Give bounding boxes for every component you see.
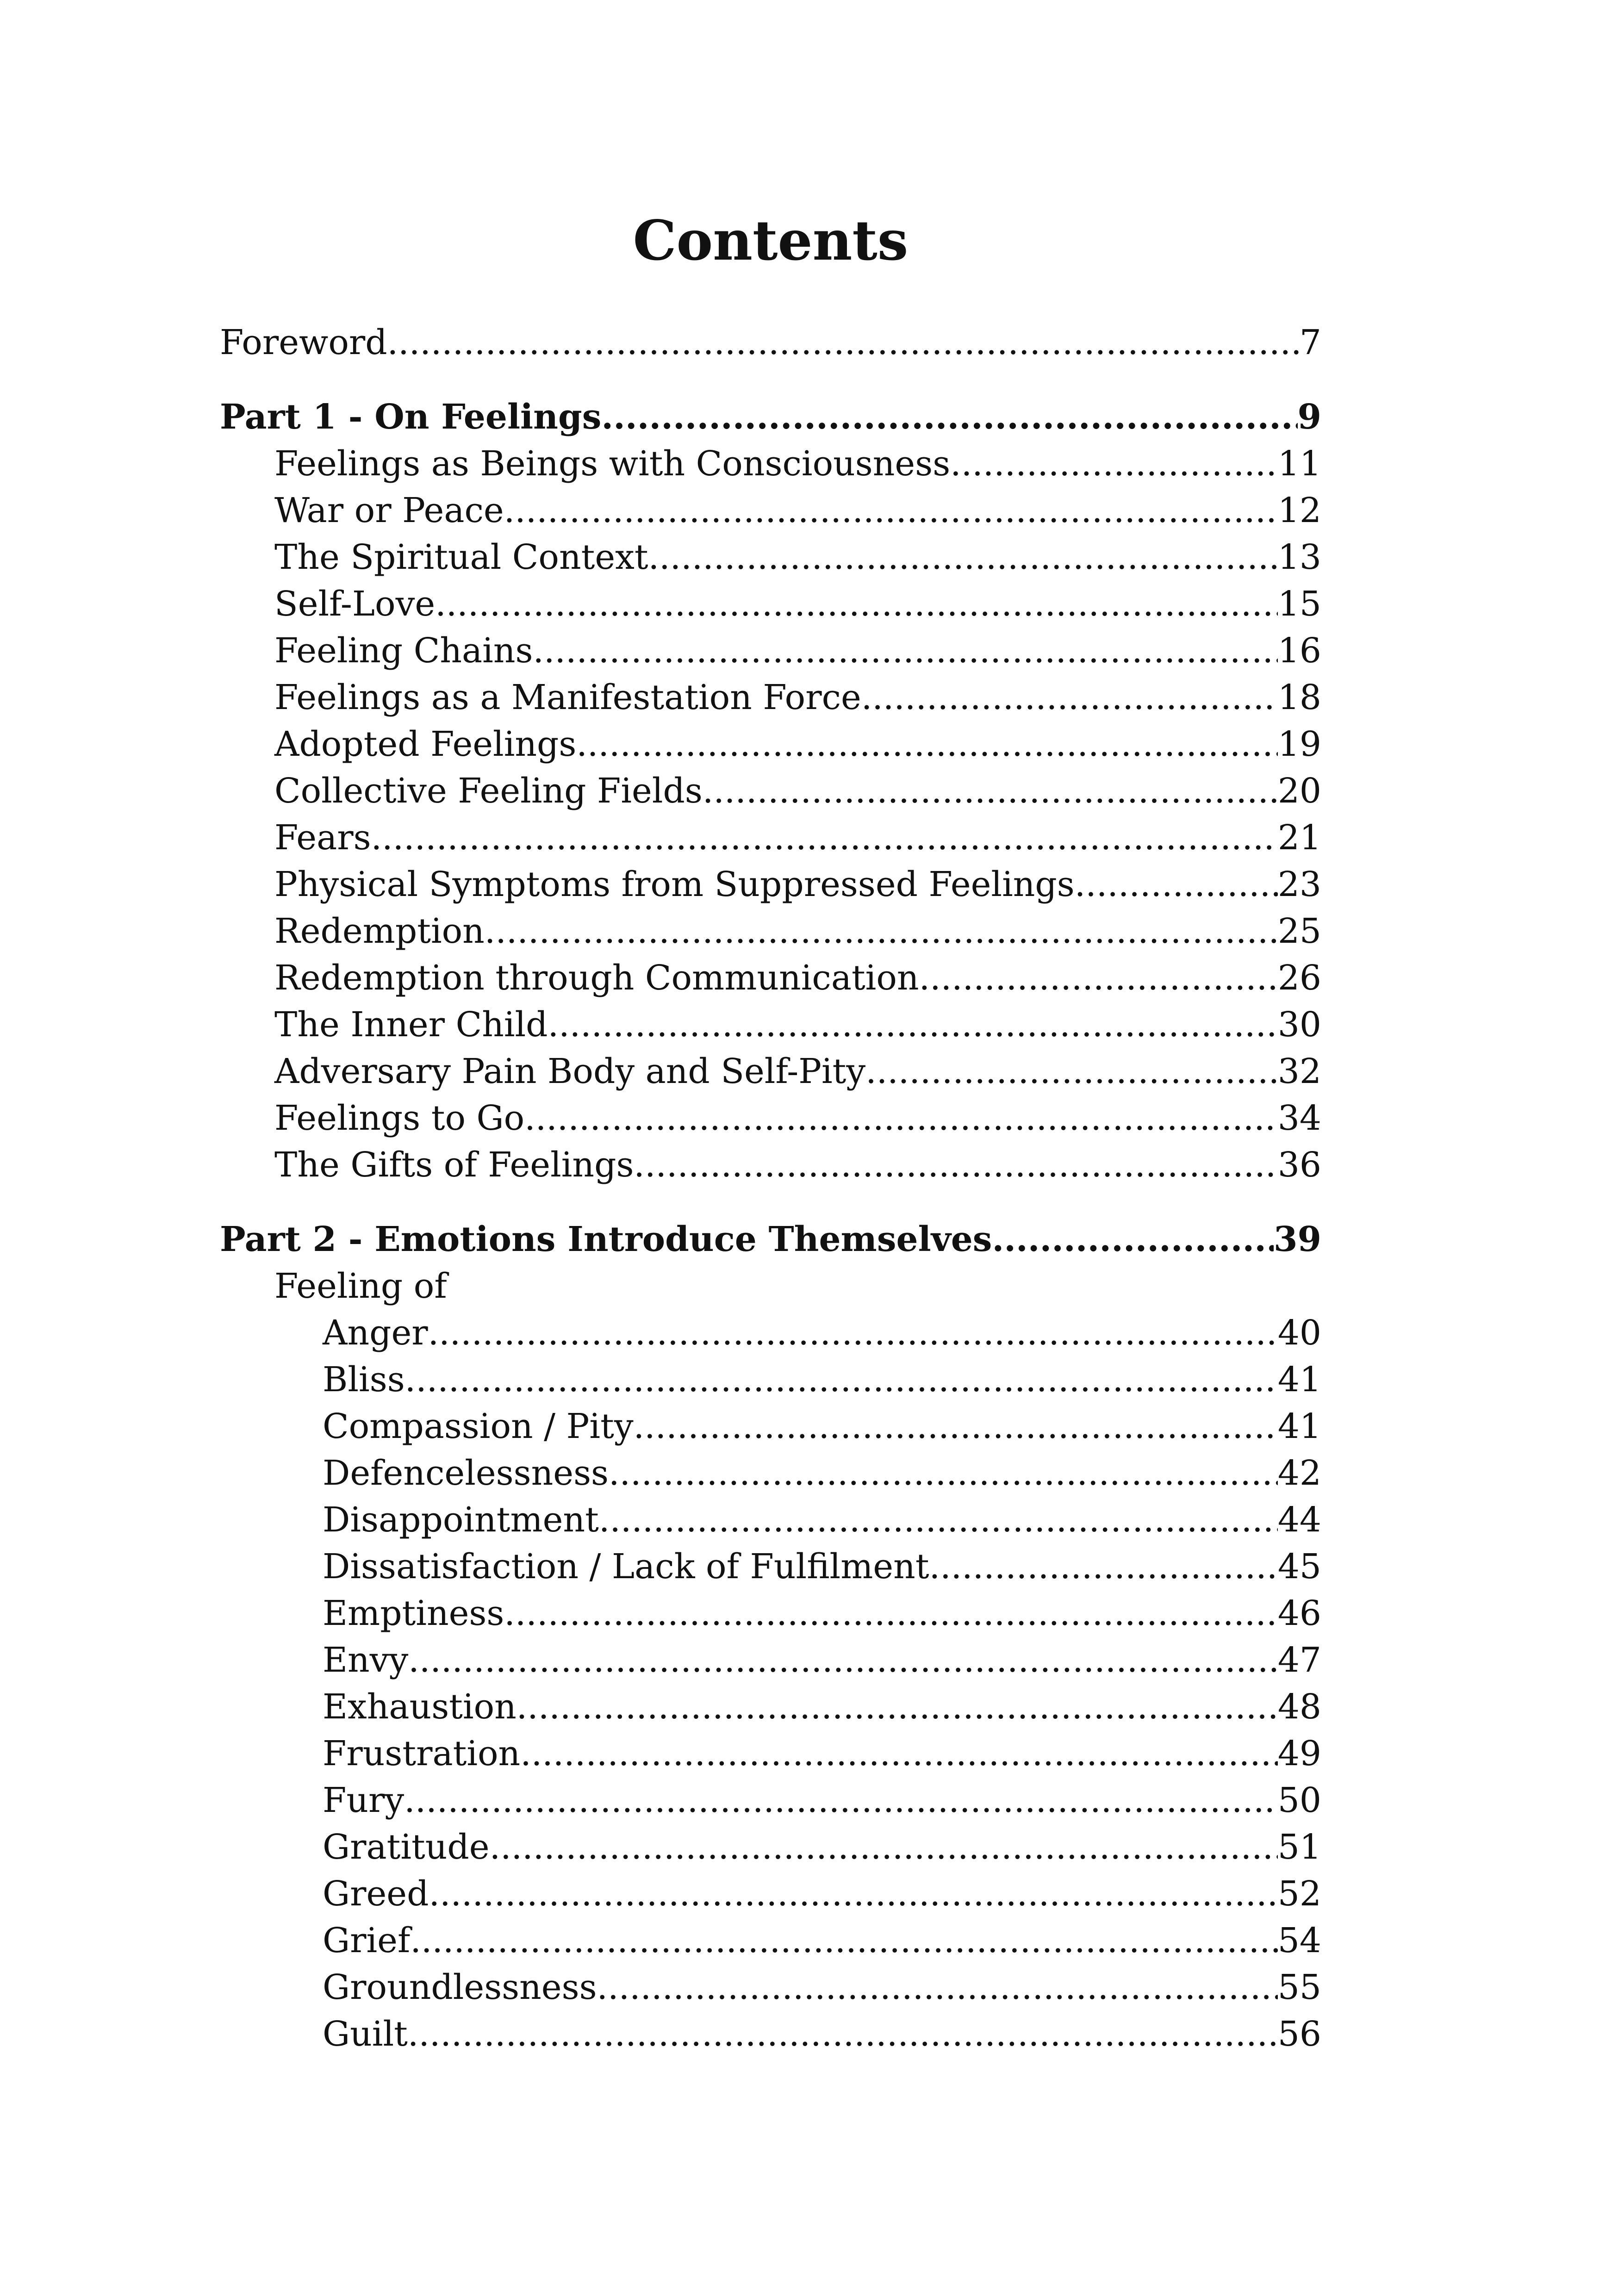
- toc-entry[interactable]: [220, 1824, 1321, 1871]
- toc-entry-label: Fury: [323, 1780, 404, 1820]
- toc-entry-label: Compassion / Pity: [323, 1406, 634, 1446]
- toc-entry-label: Foreword: [220, 323, 387, 362]
- toc-page-number: 46: [1277, 1593, 1321, 1633]
- dot-leader: [597, 1964, 1278, 2011]
- toc-entry-label: Feelings as Beings with Consciousness: [274, 444, 951, 484]
- page-title: Contents: [633, 208, 909, 273]
- dot-leader: [435, 581, 1278, 628]
- toc-page-number: 25: [1277, 911, 1321, 951]
- toc-part-label: Part 1 - On Feelings: [220, 397, 602, 437]
- dot-leader: [490, 1824, 1278, 1871]
- toc-entry-label: War or Peace: [274, 491, 504, 530]
- toc-entry[interactable]: [220, 674, 1321, 721]
- toc-entry-label: Emptiness: [323, 1593, 504, 1633]
- toc-entry-label: Defencelessness: [323, 1453, 609, 1493]
- dot-leader: [387, 319, 1300, 366]
- contents-page: [220, 204, 1321, 2058]
- toc-entry-label: Grief: [323, 1921, 411, 1960]
- toc-entry[interactable]: [220, 1403, 1321, 1450]
- dot-leader: [599, 1497, 1278, 1543]
- toc-page-number: 26: [1277, 958, 1321, 998]
- toc-entry[interactable]: [220, 1048, 1321, 1095]
- toc-page-number: 39: [1274, 1220, 1321, 1259]
- dot-leader: [648, 534, 1278, 581]
- dot-leader: [504, 1590, 1277, 1637]
- toc-page-number: 30: [1277, 1005, 1321, 1045]
- dot-leader: [428, 1310, 1278, 1356]
- toc-entry[interactable]: [220, 1871, 1321, 1917]
- dot-leader: [703, 768, 1278, 815]
- toc-entry-label: Anger: [323, 1313, 428, 1353]
- toc-entry[interactable]: [220, 487, 1321, 534]
- dot-leader: [429, 1871, 1277, 1917]
- toc-page-number: 32: [1277, 1052, 1321, 1091]
- toc-entry-foreword[interactable]: [220, 319, 1321, 366]
- dot-leader: [504, 487, 1278, 534]
- dot-leader: [919, 955, 1278, 1002]
- dot-leader: [576, 721, 1277, 768]
- dot-leader: [548, 1002, 1278, 1048]
- toc-entry[interactable]: [220, 1095, 1321, 1142]
- dot-leader: [1075, 861, 1278, 908]
- toc-page-number: 51: [1277, 1827, 1321, 1867]
- toc-entry-label: Self-Love: [274, 584, 436, 624]
- toc-page-number: 13: [1277, 537, 1321, 577]
- dot-leader: [405, 1356, 1278, 1403]
- toc-page-number: 15: [1277, 584, 1321, 624]
- toc-entry-label: Feeling Chains: [274, 631, 533, 671]
- toc-entry[interactable]: [220, 1356, 1321, 1403]
- toc-page-number: 41: [1277, 1360, 1321, 1400]
- toc-entry-label: Collective Feeling Fields: [274, 771, 703, 811]
- toc-page-number: 52: [1277, 1874, 1321, 1914]
- toc-entry[interactable]: [220, 534, 1321, 581]
- toc-entry-label: Redemption: [274, 911, 485, 951]
- dot-leader: [410, 1917, 1277, 1964]
- toc-entry[interactable]: [220, 1543, 1321, 1590]
- dot-leader: [609, 1450, 1278, 1497]
- toc-entry[interactable]: [220, 1310, 1321, 1356]
- toc-entry-label: Guilt: [323, 2014, 408, 2054]
- toc-entry[interactable]: [220, 861, 1321, 908]
- toc-entry[interactable]: [220, 955, 1321, 1002]
- toc-entry[interactable]: [220, 1590, 1321, 1637]
- toc-page-number: 7: [1299, 323, 1321, 362]
- toc-page-number: 40: [1277, 1313, 1321, 1353]
- toc-part-label: Part 2 - Emotions Introduce Themselves: [220, 1220, 992, 1259]
- toc-entry-label: Envy: [323, 1640, 409, 1680]
- toc-page-number: 41: [1277, 1406, 1321, 1446]
- toc-entry[interactable]: [220, 441, 1321, 487]
- toc-entry[interactable]: [220, 581, 1321, 628]
- toc-page-number: 49: [1277, 1734, 1321, 1773]
- toc-page-number: 23: [1277, 865, 1321, 904]
- dot-leader: [634, 1142, 1277, 1188]
- toc-page-number: 55: [1277, 1967, 1321, 2007]
- toc-entry[interactable]: [220, 1684, 1321, 1730]
- toc-entry-label: Bliss: [323, 1360, 405, 1400]
- toc-page-number: 20: [1277, 771, 1321, 811]
- toc-entry[interactable]: [220, 768, 1321, 815]
- toc-entry[interactable]: [220, 1964, 1321, 2011]
- toc-subheading: Feeling of: [274, 1266, 447, 1306]
- toc-page-number: 11: [1277, 444, 1321, 484]
- toc-entry[interactable]: [220, 908, 1321, 955]
- toc-entry-label: Greed: [323, 1874, 429, 1914]
- toc-entry[interactable]: [220, 1450, 1321, 1497]
- toc-page-number: 44: [1277, 1500, 1321, 1540]
- toc-entry-label: The Inner Child: [274, 1005, 548, 1045]
- toc-page-number: 12: [1277, 491, 1321, 530]
- dot-leader: [634, 1403, 1278, 1450]
- toc-entry-label: Fears: [274, 818, 371, 858]
- toc-entry-label: Redemption through Communication: [274, 958, 919, 998]
- dot-leader: [533, 628, 1277, 674]
- toc-entry-label: Adversary Pain Body and Self-Pity: [274, 1052, 866, 1091]
- toc-page-number: 48: [1277, 1687, 1321, 1727]
- toc-entry-part-2[interactable]: [220, 1216, 1321, 1263]
- toc-entry[interactable]: [220, 2011, 1321, 2058]
- toc-entry-label: Adopted Feelings: [274, 724, 577, 764]
- dot-leader: [408, 2011, 1278, 2058]
- toc-entry-label: Feelings to Go: [274, 1098, 525, 1138]
- toc-page-number: 54: [1277, 1921, 1321, 1960]
- toc-entry-part-1[interactable]: [220, 394, 1321, 441]
- toc-entry-label: Exhaustion: [323, 1687, 517, 1727]
- dot-leader: [520, 1730, 1278, 1777]
- dot-leader: [524, 1095, 1278, 1142]
- toc-page-number: 56: [1277, 2014, 1321, 2054]
- dot-leader: [371, 815, 1278, 861]
- toc-entry-label: Physical Symptoms from Suppressed Feelings: [274, 865, 1075, 904]
- dot-leader: [517, 1684, 1278, 1730]
- toc-page-number: 19: [1277, 724, 1321, 764]
- toc-entry[interactable]: [220, 815, 1321, 861]
- toc-entry[interactable]: [220, 1917, 1321, 1964]
- toc-entry-label: Groundlessness: [323, 1967, 597, 2007]
- toc-page-number: 21: [1277, 818, 1321, 858]
- toc-page-number: 18: [1277, 678, 1321, 717]
- toc-page-number: 9: [1297, 397, 1321, 437]
- dot-leader: [485, 908, 1278, 955]
- dot-leader: [601, 394, 1297, 441]
- dot-leader: [992, 1216, 1274, 1263]
- toc-entry[interactable]: [220, 1142, 1321, 1188]
- toc-page-number: 42: [1277, 1453, 1321, 1493]
- toc-entry[interactable]: [220, 1497, 1321, 1543]
- dot-leader: [929, 1543, 1278, 1590]
- toc-entry-label: The Gifts of Feelings: [274, 1145, 634, 1185]
- toc-page-number: 45: [1277, 1547, 1321, 1587]
- toc-page-number: 34: [1277, 1098, 1321, 1138]
- toc-entry-label: The Spiritual Context: [274, 537, 648, 577]
- toc-entry-label: Dissatisfaction / Lack of Fulfilment: [323, 1547, 929, 1587]
- toc-entry[interactable]: [220, 628, 1321, 674]
- dot-leader: [865, 1048, 1278, 1095]
- toc-page-number: 16: [1277, 631, 1321, 671]
- dot-leader: [408, 1637, 1278, 1684]
- toc-page-number: 50: [1277, 1780, 1321, 1820]
- toc-entry[interactable]: [220, 1730, 1321, 1777]
- toc-entry-label: Feelings as a Manifestation Force: [274, 678, 861, 717]
- dot-leader: [950, 441, 1278, 487]
- toc-entry[interactable]: [220, 1637, 1321, 1684]
- toc-entry[interactable]: [220, 1002, 1321, 1048]
- toc-entry-label: Gratitude: [323, 1827, 490, 1867]
- toc-entry-label: Disappointment: [323, 1500, 599, 1540]
- dot-leader: [861, 674, 1278, 721]
- toc-page-number: 36: [1277, 1145, 1321, 1185]
- table-of-contents: [220, 319, 1321, 2058]
- toc-entry-label: Frustration: [323, 1734, 521, 1773]
- toc-entry[interactable]: [220, 721, 1321, 768]
- toc-page-number: 47: [1277, 1640, 1321, 1680]
- toc-entry[interactable]: [220, 1777, 1321, 1824]
- dot-leader: [404, 1777, 1278, 1824]
